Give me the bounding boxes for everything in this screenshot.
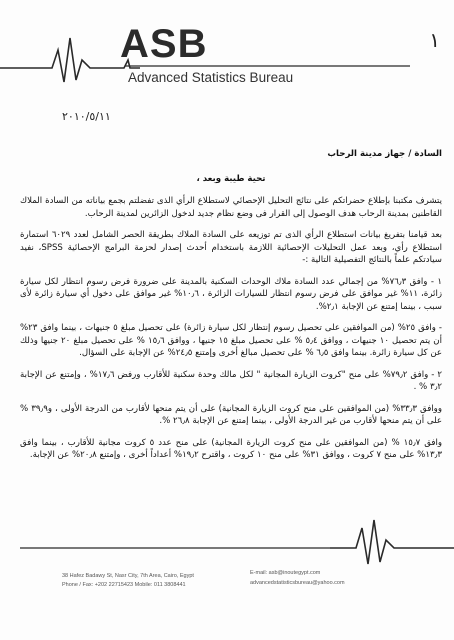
footer-phone-line: Phone / Fax: +202 22715423 Mobile: 011 3808441	[62, 582, 186, 588]
page-number: ١	[429, 28, 440, 52]
greeting: تحية طيبة وبعد ،	[196, 173, 266, 184]
footer-email-2[interactable]: advancedstatisticsbureau@yahoo.com	[250, 580, 345, 586]
paragraph-method: بعد قيامنا بتفريغ بيانات استطلاع الرأي الذى تم توزيعه على السادة الملاك بطريقة الحصر الشامل لعدد ٦٠٢٩ استمارة استطلاع رأي، وبعد عمل التحليلات الإحصائية اللازمة باستخدام أحدث إصدار لحزمة البرامج الإحصائية SPSS، نفيد سيادتكم علماً بالنتائج التفصيلية التالية :-	[20, 230, 442, 265]
letter-body	[20, 148, 442, 471]
paragraph-result-2b: ووافق ٣٣٫٣% (من الموافقين على منح كروت الزيارة المجانية) على أن يتم منحها لأقارب من الدرجة الأولى ، و٣٩٫٩ % على أن يتم منحها لأقارب من غير الدرجة الأولى ، بينما إمتنع عن الإجابة ٢٦٫٨ %.	[20, 403, 442, 426]
paragraph-result-1b: - وافق ٢٥% (من الموافقين على تحصيل رسوم إنتظار لكل سيارة زائرة) على تحصيل مبلغ ٥ جنيهات ، بينما وافق ٢٣% أن يتم تحصيل ١٠ جنيهات ، ووافق ٥٫٤ % على تحصيل مبلغ ١٥ جنيها ، ووافق ١٥٫٦ % على تحصيل مبلغ ٢٠ جنيها وذلك عن كل سيارة زائرة. بينما وافق ٦٫٥ % على تحصيل مبالغ أخرى وإمتنع ٢٤٫٥% عن الإجابة على السؤال.	[20, 323, 442, 358]
footer-contact	[250, 568, 345, 588]
paragraph-result-1: ١ - وافق ٧٦٫٣% من إجمالي عدد السادة ملاك الوحدات السكنية بالمدينة على ضرورة فرض رسوم انتظار لكل سيارة زائرة، ١١% غير موافق على فرض رسوم انتظار للسيارات الزائرة ، ١٠٫٦% غير موافق على دخول أي سيارة زائرة لأى سبب ، بينما إمتنع عن الإجابة ٢٫١%.	[20, 276, 442, 312]
logo: ASB	[120, 22, 208, 66]
letter-date: ٢٠١٠/٥/١١	[62, 110, 111, 123]
paragraph-intro: يتشرف مكتبنا بإطلاع حضراتكم على نتائج التحليل الإحصائي لاستطلاع الرأي الذى تفضلتم بجمع بياناته من السادة الملاك القاطنين بمدينة الرحاب هدف الوصول إلى القرار فى وضع نظام جديد لدخول الزائرين لمدينة الرحاب.	[20, 196, 442, 219]
paragraph-result-2c: وافق ١٥٫٧ % (من الموافقين على منح كروت الزيارة المجانية) على منح عدد ٥ كروت مجانية للأقارب ، بينما وافق ١٣٫٣% على منح ٧ كروت ، ووافق ٣١% على منح ١٠ كروت ، واقترح ١٩٫٢% أعداداً أخرى ، وإمتنع ٢٠٫٨% عن الإجابة.	[20, 437, 443, 460]
footer-email[interactable]: E-mail: asb@inoutegypt.com	[250, 570, 321, 576]
footer-address	[62, 572, 194, 590]
addressee: السادة / جهاز مدينة الرحاب	[327, 149, 442, 159]
paragraph-result-2: ٢ - وافق ٧٩٫٢% على منح "كروت الزيارة المجانية " لكل مالك وحدة سكنية للأقارب ورفض ١٧٫٦% ، وإمتنع عن الإجابة ٣٫٢ % .	[20, 369, 443, 392]
footer-wave-graphic	[0, 518, 454, 568]
footer-address-line: 38 Hafez Badawy St, Nasr City, 7th Area, Cairo, Egypt	[62, 573, 194, 579]
logo-subtitle: Advanced Statistics Bureau	[128, 70, 294, 85]
